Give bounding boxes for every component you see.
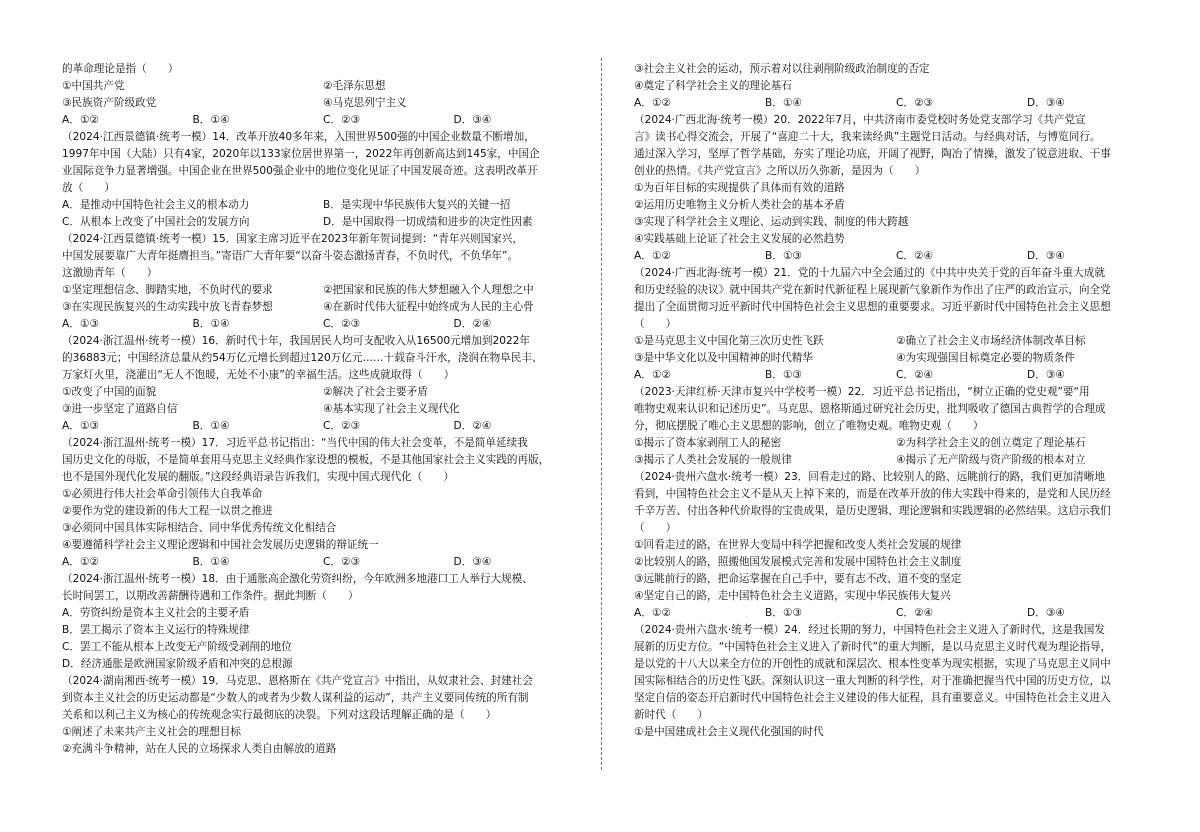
text-line: ①阐述了未来共产主义社会的理想目标 xyxy=(62,726,241,738)
option-item: ④马克思列宁主义 xyxy=(323,97,407,109)
answer-choice: D．③④ xyxy=(1027,97,1065,109)
answer-choice: C．②④ xyxy=(896,250,933,262)
text-line: ④要遵循科学社会主义理论逻辑和中国社会发展历史逻辑的辩证统一 xyxy=(62,539,379,551)
option-item: ①是马克思主义中国化第三次历史性飞跃 xyxy=(634,335,824,347)
option-row xyxy=(62,78,584,95)
answer-choice: C．②④ xyxy=(896,607,933,619)
answer-choice: B．①④ xyxy=(192,114,230,126)
answer-choice: B．①④ xyxy=(192,556,230,568)
option-item: ④揭示了无产阶级与资产阶级的根本对立 xyxy=(896,454,1086,466)
text-line: 的36883元；中国经济总量从约54万亿元增长到超过120万亿元……十载奋斗汗水，浇润在物阜民丰、 xyxy=(62,352,543,364)
option-item: ②把国家和民族的伟大梦想融入个人理想之中 xyxy=(323,284,534,296)
text-line: 这激励青年（ ） xyxy=(62,267,158,279)
text-line: 的革命理论是指（ ） xyxy=(62,63,179,75)
answer-choices-row xyxy=(634,248,1158,265)
text-line: 新时代（ ） xyxy=(634,709,709,721)
option-row xyxy=(62,384,584,401)
option-row xyxy=(62,214,584,231)
option-item: ①中国共产党 xyxy=(62,80,125,92)
option-row xyxy=(634,333,1158,350)
option-item: B．是实现中华民族伟大复兴的关键一招 xyxy=(323,199,511,211)
text-line: 提出了全面贯彻习近平新时代中国特色社会主义思想的重要要求。习近平新时代中国特色社会主义思想 xyxy=(634,301,1111,313)
answer-choice: C．②③ xyxy=(323,114,360,126)
option-item: ②为科学社会主义的创立奠定了理论基石 xyxy=(896,437,1086,449)
answer-choice: B．①③ xyxy=(765,607,802,619)
text-line: 万家灯火里，浇灌出“无人不饱暖，无处不小康”的幸福生活。这些成就取得（ ） xyxy=(62,369,455,381)
answer-choices-row xyxy=(62,554,584,571)
text-line: （2024·湖南湘西·统考一模）19．马克思、恩格斯在《共产党宣言》中指出，从奴隶社会、封建社会 xyxy=(62,675,533,687)
text-line: （ ） xyxy=(634,522,677,534)
option-item: ②确立了社会主义市场经济体制改革目标 xyxy=(896,335,1086,347)
option-item: ②解决了社会主要矛盾 xyxy=(323,386,428,398)
text-line: （2024·浙江温州·统考一模）17．习近平总书记指出：“当代中国的伟大社会变革，不是简单延续我 xyxy=(62,437,528,449)
text-line: （2024·广西北海·统考一模）21．党的十九届六中全会通过的《中共中央关于党的百年奋斗重大成就 xyxy=(634,267,1105,279)
text-line: （2024·贵州六盘水·统考一模）24．经过长期的努力，中国特色社会主义进入了新时代，这是我国发 xyxy=(634,624,1105,636)
text-line: 1997年中国（大陆）只有4家，2020年以133家位居世界第一，2022年再创新高达到145家，中国企 xyxy=(62,148,540,160)
text-line: 国历史文化的母版，不是简单套用马克思主义经典作家设想的模板，不是其他国家社会主义实践的再版， xyxy=(62,454,550,466)
option-item: ③是中华文化以及中国精神的时代精华 xyxy=(634,352,813,364)
answer-choice: C．②③ xyxy=(323,420,360,432)
answer-choice: D．③④ xyxy=(453,114,492,126)
text-line: ②运用历史唯物主义分析人类社会的基本矛盾 xyxy=(634,199,845,211)
answer-choice: A．①② xyxy=(634,607,671,619)
text-line: ④奠定了科学社会主义的理论基石 xyxy=(634,80,792,92)
option-row xyxy=(634,452,1158,469)
answer-choice: A．①③ xyxy=(62,318,99,330)
option-row xyxy=(634,435,1158,452)
option-item: ③民族资产阶级政党 xyxy=(62,97,157,109)
option-item: ③进一步坚定了道路自信 xyxy=(62,403,178,415)
text-line: ③实现了科学社会主义理论、运动到实践、制度的伟大跨越 xyxy=(634,216,909,228)
option-item: ④为实现强国目标奠定必要的物质条件 xyxy=(896,352,1075,364)
text-line: （2024·江西景德镇·统考一模）14．改革开放40多年来，入围世界500强的中国企业数量不断增加， xyxy=(62,131,535,143)
text-line: 业国际竞争力显著增强。中国企业在世界500强企业中的地位变化见证了中国发展奇迹。这表明改革开 xyxy=(62,165,538,177)
text-line: ①回看走过的路，在世界大变局中科学把握和改变人类社会发展的规律 xyxy=(634,539,962,551)
text-line: 是以党的十八大以来全方位的开创性的成就和深层次、根本性变革为现实根据，实现了马克思主义同中 xyxy=(634,658,1111,670)
answer-choice: D．③④ xyxy=(453,556,492,568)
text-line: （2024·贵州六盘水·统考一模）23．回看走过的路、比较别人的路、远眺前行的路，我们更加清晰地 xyxy=(634,471,1105,483)
text-line: （2024·浙江温州·统考一模）16．新时代十年，我国居民人均可支配收入从16500元增加到2022年 xyxy=(62,335,531,347)
text-line: 放（ ） xyxy=(62,182,115,194)
answer-choice: A．①② xyxy=(634,97,671,109)
text-line: 唯物史观来认识和记述历史”。马克思、恩格斯通过研究社会历史，批判吸收了德国古典哲学的合理成 xyxy=(634,403,1106,415)
text-line: ①为百年目标的实现提供了具体而有效的道路 xyxy=(634,182,845,194)
answer-choices-row xyxy=(634,605,1158,622)
text-line: 中国发展要靠广大青年挺膺担当。”寄语广大青年要“以奋斗姿态激扬青春，不负时代，不负华年”。 xyxy=(62,250,519,262)
answer-choice: A．①② xyxy=(62,114,99,126)
text-line: 和历史经验的决议》就中国共产党在新时代新征程上展现新气象新作为作出了庄严的政治宣示，向全党 xyxy=(634,284,1111,296)
text-line: ③必须同中国具体实际相结合、同中华优秀传统文化相结合 xyxy=(62,522,337,534)
answer-choice: D．③④ xyxy=(1027,607,1065,619)
text-line: （2023·天津红桥·天津市复兴中学校考一模）22．习近平总书记指出，“树立正确的党史观”要“用 xyxy=(634,386,1090,398)
text-line: 通过深入学习，坚厚了哲学基础，夯实了理论功底，开阔了视野，陶冶了情操，激发了锐意进取、干事 xyxy=(634,148,1111,160)
text-line: 国实际相结合的历史性飞跃。深刻认识这一重大判断的科学性，对于准确把握当代中国的历史方位，以 xyxy=(634,675,1111,687)
text-line: （2024·浙江温州·统考一模）18．由于通胀高企激化劳资纠纷，今年欧洲多地港口工人举行大规模、 xyxy=(62,573,533,585)
answer-choices-row xyxy=(62,112,584,129)
option-row xyxy=(62,197,584,214)
option-row xyxy=(62,282,584,299)
option-item: ④在新时代伟大征程中始终成为人民的主心骨 xyxy=(323,301,534,313)
text-line: ②比较别人的路，照搬他国发展模式完善和发展中国特色社会主义制度 xyxy=(634,556,962,568)
text-line: （2024·江西景德镇·统考一模）15．国家主席习近平在2023年新年贺词提到：“青年兴则国家兴， xyxy=(62,233,523,245)
option-item: ④基本实现了社会主义现代化 xyxy=(323,403,460,415)
option-item: ①揭示了资本家剥削工人的秘密 xyxy=(634,437,782,449)
option-row xyxy=(634,350,1158,367)
option-item: ③揭示了人类社会发展的一般规律 xyxy=(634,454,792,466)
text-line: 关系和以利己主义为核心的传统观念实行最彻底的决裂。下列对这段话理解正确的是（ ） xyxy=(62,709,497,721)
text-line: ②要作为党的建设新的伟大工程一以贯之推进 xyxy=(62,505,273,517)
text-line: 分，彻底摆脱了唯心主义思想的影响，创立了唯物史观。唯物史观（ ） xyxy=(634,420,984,432)
answer-choice: C．②③ xyxy=(323,318,360,330)
option-item: D．是中国取得一切成绩和进步的决定性因素 xyxy=(323,216,533,228)
answer-choices-row xyxy=(62,316,584,333)
option-item: ①改变了中国的面貌 xyxy=(62,386,157,398)
option-item: ③在实现民族复兴的生动实践中放飞青春梦想 xyxy=(62,301,273,313)
answer-choice: B．①④ xyxy=(192,318,230,330)
text-line: （ ） xyxy=(634,318,677,330)
left-column xyxy=(62,61,584,758)
answer-choice: A．①② xyxy=(634,250,671,262)
text-line: 看到，中国特色社会主义不是从天上掉下来的，而是在改革开放的伟大实践中得来的，是党和人民历经 xyxy=(634,488,1111,500)
answer-choice: A．①② xyxy=(62,556,99,568)
text-line: ①是中国建成社会主义现代化强国的时代 xyxy=(634,726,824,738)
answer-choices-row xyxy=(62,418,584,435)
text-line: ③远眺前行的路，把命运掌握在自己手中，要有志不改、道不变的坚定 xyxy=(634,573,962,585)
text-line: 坚定自信的姿态开启新时代中国特色社会主义建设的伟大征程，具有重要意义。中国特色社会主义进入 xyxy=(634,692,1111,704)
answer-choice: B．①④ xyxy=(192,420,230,432)
text-line: 千辛万苦、付出各种代价取得的宝贵成果，是历史逻辑、理论逻辑和实践逻辑的必然结果。这启示我们 xyxy=(634,505,1111,517)
text-line: 也不是国外现代化发展的翻版。”这段经典语录告诉我们，实现中国式现代化（ ） xyxy=(62,471,455,483)
answer-choice: C．②③ xyxy=(896,97,933,109)
answer-choices-row xyxy=(634,367,1158,384)
answer-choice: D．③④ xyxy=(1027,250,1065,262)
option-item: ②毛泽东思想 xyxy=(323,80,386,92)
option-item: C．从根本上改变了中国社会的发展方向 xyxy=(62,216,250,228)
text-line: 展新的历史方位。“中国特色社会主义进入了新时代”的重大判断，是以马克思主义时代观为理论指导， xyxy=(634,641,1112,653)
text-line: ③社会主义社会的运动，预示着对以往剥削阶级政治制度的否定 xyxy=(634,63,930,75)
text-line: 长时间罢工，以期改善薪酬待遇和工作条件。据此判断（ ） xyxy=(62,590,359,602)
text-line: C．罢工不能从根本上改变无产阶级受剥削的地位 xyxy=(62,641,292,653)
text-line: ②充满斗争精神，站在人民的立场探求人类自由解放的道路 xyxy=(62,743,337,755)
text-line: ①必须进行伟大社会革命引领伟大自我革命 xyxy=(62,488,263,500)
answer-choice: B．①④ xyxy=(765,97,802,109)
text-line: A．劳资纠纷是资本主义社会的主要矛盾 xyxy=(62,607,250,619)
right-column xyxy=(634,61,1158,741)
answer-choice: A．①② xyxy=(634,369,671,381)
text-line: ④实践基础上论证了社会主义发展的必然趋势 xyxy=(634,233,845,245)
text-line: ④坚定自己的路，走中国特色社会主义道路，实现中华民族伟大复兴 xyxy=(634,590,951,602)
answer-choice: D．③④ xyxy=(1027,369,1065,381)
answer-choice: D．②④ xyxy=(453,420,492,432)
option-item: ①坚定理想信念、脚踏实地，不负时代的要求 xyxy=(62,284,273,296)
text-line: 创业的热情。《共产党宣言》之所以历久弥新，是因为（ ） xyxy=(634,165,926,177)
option-row xyxy=(62,401,584,418)
column-divider xyxy=(601,58,602,770)
answer-choice: C．②③ xyxy=(323,556,360,568)
option-row xyxy=(62,299,584,316)
answer-choice: C．②④ xyxy=(896,369,933,381)
answer-choice: A．①③ xyxy=(62,420,99,432)
answer-choices-row xyxy=(634,95,1158,112)
text-line: （2024·广西北海·统考一模）20．2022年7月，中共济南市委党校时务处党支部学习《共产党宣 xyxy=(634,114,1086,126)
text-line: B．罢工揭示了资本主义运行的特殊规律 xyxy=(62,624,250,636)
text-line: D．经济通胀是欧洲国家阶级矛盾和冲突的总根源 xyxy=(62,658,293,670)
text-line: 到资本主义社会的历史运动都是“少数人的或者为少数人谋利益的运动”，共产主义要同传统的所有制 xyxy=(62,692,529,704)
answer-choice: B．①③ xyxy=(765,250,802,262)
option-item: A．是推动中国特色社会主义的根本动力 xyxy=(62,199,250,211)
answer-choice: B．①③ xyxy=(765,369,802,381)
text-line: 言》读书心得交流会，开展了“喜迎二十大，我来读经典”主题党日活动。与经典对话，与博览同行。 xyxy=(634,131,1101,143)
answer-choice: D．②④ xyxy=(453,318,492,330)
option-row xyxy=(62,95,584,112)
